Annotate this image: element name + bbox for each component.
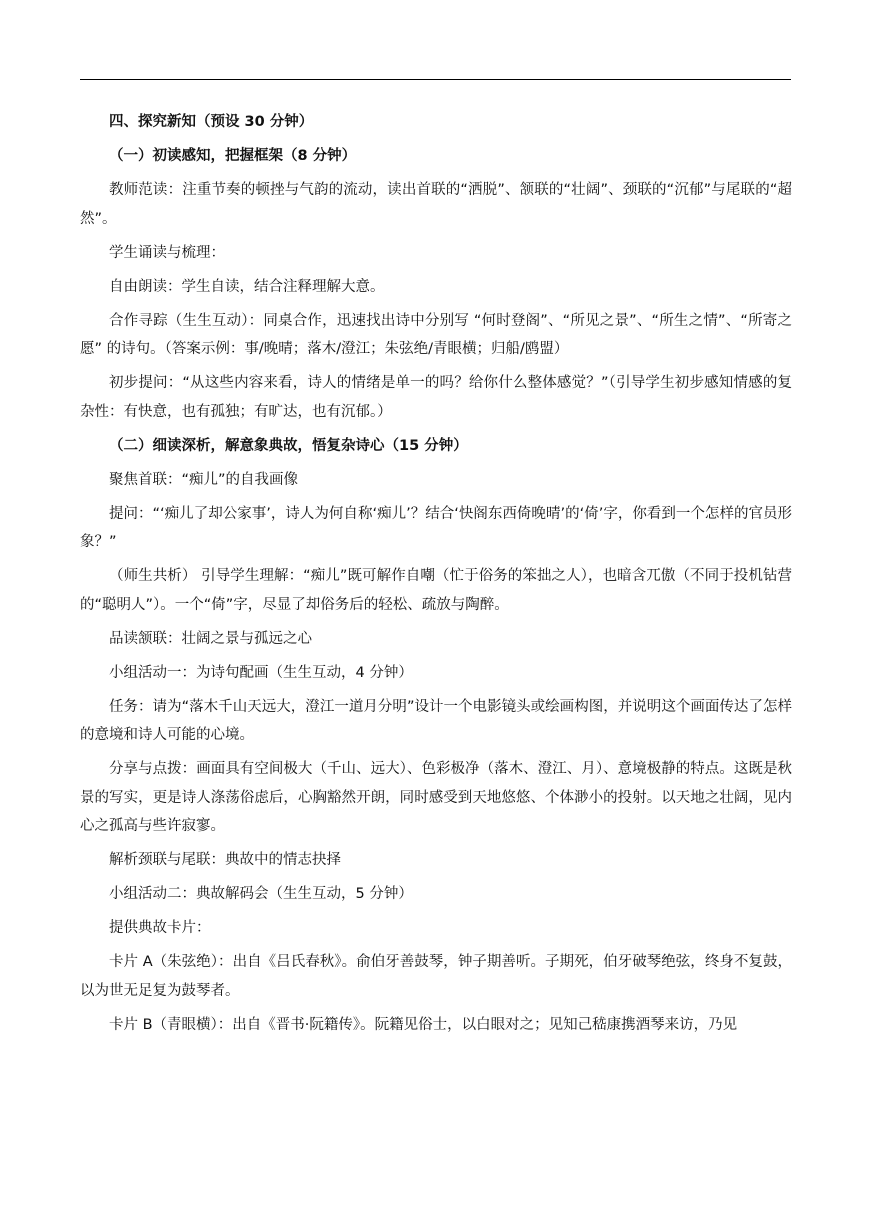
paragraph: 聚焦首联：“痴儿”的自我画像 xyxy=(109,471,299,488)
subsection-heading: （二）细读深析，解意象典故，悟复杂诗心（15 分钟） xyxy=(109,437,468,454)
paragraph: 学生诵读与梳理： xyxy=(109,244,225,261)
header-rule xyxy=(80,79,791,80)
paragraph: 品读颔联：壮阔之景与孤远之心 xyxy=(109,630,312,647)
paragraph: 解析颈联与尾联：典故中的情志抉择 xyxy=(109,852,341,868)
paragraph: 任务：请为“落木千山天远大，澄江一道月分明”设计一个电影镜头或绘画构图，并说明这个画面传达了怎样的意境和诗人可能的心境。 xyxy=(80,698,792,743)
paragraph: 自由朗读：学生自读，结合注释理解大意。 xyxy=(109,278,385,295)
paragraph: 卡片 A（朱弦绝）：出自《吕氏春秋》。俞伯牙善鼓琴，钟子期善听。子期死，伯牙破琴绝弦，终身不复鼓，以为世无足复为鼓琴者。 xyxy=(80,954,792,999)
paragraph: 提供典故卡片： xyxy=(109,920,211,936)
section-heading: 四、探究新知（预设 30 分钟） xyxy=(109,114,314,130)
paragraph: 小组活动一：为诗句配画（生生互动，4 分钟） xyxy=(109,664,413,681)
paragraph: 教师范读：注重节奏的顿挫与气韵的流动，读出首联的“洒脱”、颔联的“壮阔”、颈联的“沉郁”与尾联的“超然”。 xyxy=(80,182,792,227)
paragraph: 初步提问：“从这些内容来看，诗人的情绪是单一的吗？给你什么整体感觉？”（引导学生初步感知情感的复杂性：有快意，也有孤独；有旷达，也有沉郁。） xyxy=(80,375,792,420)
paragraph: 提问：“‘痴儿了却公家事’，诗人为何自称‘痴儿’？结合‘快阁东西倚晚晴’的‘倚’字，你看到一个怎样的官员形象？” xyxy=(80,505,792,550)
paragraph: 分享与点拨：画面具有空间极大（千山、远大）、色彩极净（落木、澄江、月）、意境极静的特点。这既是秋景的写实，更是诗人涤荡俗虑后，心胸豁然开朗，同时感受到天地悠悠、个体渺小的投射。以天地之壮阔，见内心之孤高与些许寂寥。 xyxy=(80,761,792,834)
document-body xyxy=(80,108,792,1045)
paragraph: 小组活动二：典故解码会（生生互动，5 分钟） xyxy=(109,886,413,902)
paragraph: 卡片 B（青眼横）：出自《晋书·阮籍传》。阮籍见俗士，以白眼对之；见知己嵇康携酒琴来访，乃见 xyxy=(109,1016,738,1033)
paragraph: 合作寻踪（生生互动）：同桌合作，迅速找出诗中分别写 “何时登阁”、“所见之景”、“所生之情”、“所寄之愿” 的诗句。（答案示例：事/晚晴；落木/澄江；朱弦绝/青眼横；归船/鸥盟） xyxy=(80,312,792,357)
subsection-heading: （一）初读感知，把握框架（8 分钟） xyxy=(109,148,357,164)
paragraph: （师生共析） 引导学生理解：“痴儿”既可解作自嘲（忙于俗务的笨拙之人），也暗含兀傲（不同于投机钻营的“聪明人”）。一个“倚”字，尽显了却俗务后的轻松、疏放与陶醉。 xyxy=(80,568,792,613)
